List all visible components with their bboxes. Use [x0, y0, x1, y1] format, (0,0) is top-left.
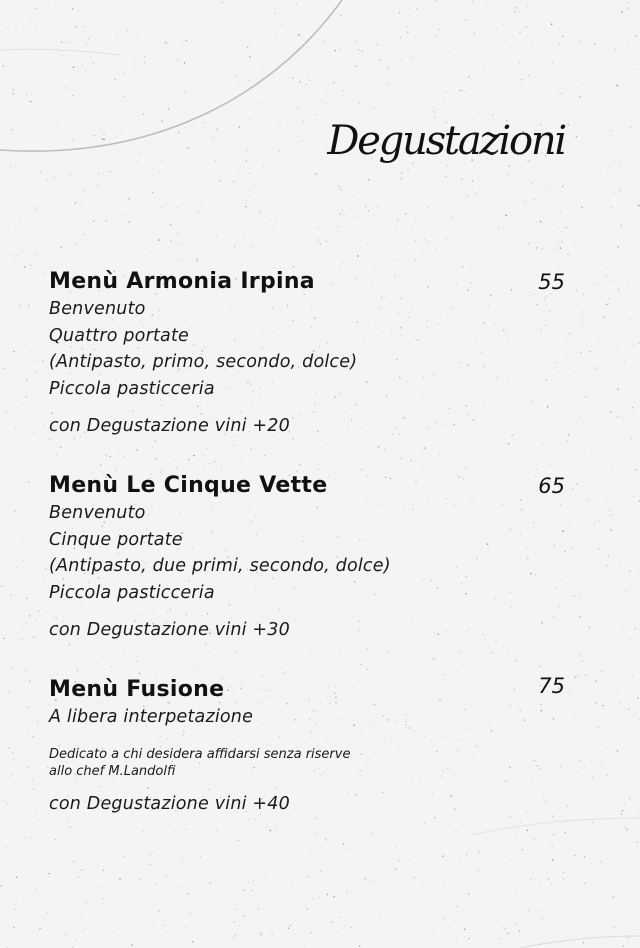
course-line: (Antipasto, primo, secondo, dolce)	[49, 352, 358, 372]
menu-name: Menù Le Cinque Vette	[49, 473, 328, 498]
course-line: (Antipasto, due primi, secondo, dolce)	[49, 556, 391, 576]
wine-pairing: con Degustazione vini +30	[49, 620, 290, 640]
decorative-curve-faint	[0, 49, 120, 55]
menu-le-cinque-vette	[49, 472, 569, 642]
menu-fusione	[49, 676, 569, 816]
course-line: Piccola pasticceria	[49, 582, 215, 603]
course-line: Benvenuto	[49, 299, 146, 319]
decorative-curve-bottom	[470, 818, 640, 835]
chef-note-line: Dedicato a chi desidera affidarsi senza riserve	[49, 746, 351, 762]
course-line: A libera interpetazione	[49, 707, 254, 727]
wine-pairing: con Degustazione vini +40	[49, 793, 290, 814]
course-line: Quattro portate	[49, 325, 190, 346]
menu-name: Menù Fusione	[49, 677, 225, 702]
decorative-curve-bottom-right	[520, 936, 640, 948]
page-title: Degustazioni	[327, 118, 565, 164]
menu-price: 75	[538, 674, 565, 698]
decorative-curve	[0, 0, 342, 151]
chef-note-line: allo chef M.Landolfi	[49, 763, 176, 779]
course-line: Cinque portate	[49, 529, 183, 550]
course-line: Piccola pasticceria	[49, 378, 215, 399]
course-line: Benvenuto	[49, 503, 146, 523]
menu-name: Menù Armonia Irpina	[49, 269, 315, 294]
menu-price: 55	[538, 270, 565, 294]
menu-armonia-irpina	[49, 268, 569, 438]
menu-price: 65	[538, 474, 565, 498]
wine-pairing: con Degustazione vini +20	[49, 416, 290, 436]
